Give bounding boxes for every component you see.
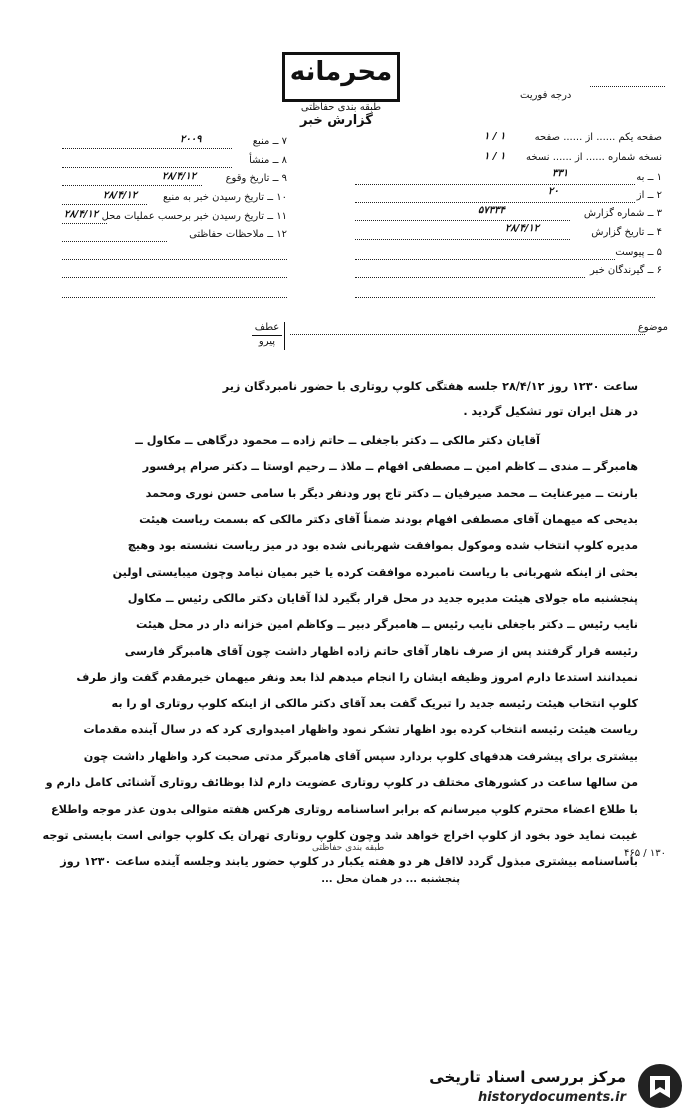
notes-line-3 xyxy=(62,277,287,278)
source-line xyxy=(62,148,232,149)
origin-line xyxy=(62,167,232,168)
recipients-label: ۶ ــ گیرندگان خبر xyxy=(590,265,662,276)
page-count-label: صفحه یکم ...... از ...... صفحه xyxy=(534,132,662,143)
ops-received-label: ۱۱ ــ تاریخ رسیدن خبر برحسب عملیات محل xyxy=(101,211,287,222)
from-line xyxy=(355,202,635,203)
classification-watermark: طبقه بندی حفاظتی xyxy=(312,843,385,853)
body-line: پنجشنبه ماه جولای هیئت مدیره جدید در محل قرار بگیرد لذا آقایان دکتر مالکی رئیس ــ مکاول xyxy=(127,592,638,605)
attachment-label: ۵ ــ پیوست xyxy=(615,247,662,258)
reference-value: پیرو xyxy=(252,335,282,347)
stamp-subtitle: طبقه بندی حفاظتی xyxy=(300,102,382,113)
body-line: بحثی از اینکه شهربانی با ریاست نامبرده موافقت کرده یا خیر بمیان نیامد وچون میبایستی اولین xyxy=(112,566,638,579)
body-line: ساعت ۱۲۳۰ روز ۲۸/۴/۱۲ جلسه هفتگی کلوپ روتاری با حضور نامبردگان زیر xyxy=(222,380,638,393)
body-line: در هتل ایران تور تشکیل گردید . xyxy=(463,405,638,418)
security-notes-line xyxy=(62,241,167,242)
occurrence-date-label: ۹ ــ تاریخ وقوع xyxy=(225,173,287,184)
source-received-value: ۲۸/۴/۱۲ xyxy=(103,190,138,201)
body-line: غیبت نماید خود بخود از کلوپ اخراج خواهد شد وچون کلوپ روتاری تهران یک کلوپ جوانی است بایستی توجه xyxy=(42,829,638,842)
reference-label: عطف xyxy=(254,322,280,333)
report-date-value: ۲۸/۴/۱۲ xyxy=(505,223,540,234)
body-line: نایب رئیس ــ دکتر باجغلی نایب رئیس ــ هامبرگر دبیر ــ وکاظم امین خزانه دار در محل هیئت xyxy=(136,618,638,631)
body-line: مدیره کلوپ انتخاب شده وموکول بموافقت شهربانی شده بود در میز ریاست نشسته بود وهیچ xyxy=(127,539,638,552)
occurrence-date-line xyxy=(62,185,202,186)
body-line: پنجشنبه ... در همان محل ... xyxy=(321,874,460,885)
occurrence-date-value: ۲۸/۴/۱۲ xyxy=(162,171,197,182)
origin-label: ۸ ــ منشأ xyxy=(249,155,287,166)
report-title: گزارش خبر xyxy=(300,113,373,128)
ops-received-value: ۲۸/۴/۱۲ xyxy=(64,209,99,220)
margin-archive-number: ۴۶۵ / ۱۳۰ xyxy=(624,848,666,859)
recipients-line xyxy=(355,277,585,278)
notes-line-2 xyxy=(62,259,287,260)
source-value: ۲۰۰۹ xyxy=(180,134,202,145)
report-number-label: ۳ ــ شماره گزارش xyxy=(583,208,662,219)
subject-line xyxy=(290,334,645,335)
body-line: بیشتری برای پیشرفت هدفهای کلوپ بردارد سپس آقای هامبرگر مدتی صحبت کرد واظهار داشت چون xyxy=(83,750,638,763)
security-notes-label: ۱۲ ــ ملاحظات حفاظتی xyxy=(189,229,287,240)
source-received-label: ۱۰ ــ تاریخ رسیدن خبر به منبع xyxy=(163,192,287,203)
notes-line-4 xyxy=(62,297,287,298)
from-label: ۲ ــ از xyxy=(636,190,662,201)
body-line: نمیدانند استدعا دارم امروز وظیفه ایشان را انجام میدهم لذا بعد ونفر میهمان خیرمقدم گفت واز طرف xyxy=(76,671,638,684)
reference-divider xyxy=(284,322,286,350)
body-line: هامبرگر ــ مندی ــ کاظم امین ــ مصطفی افهام ــ ملاذ ــ رحیم اوستا ــ دکتر صرام پرفسور xyxy=(142,460,638,473)
report-date-label: ۴ ــ تاریخ گزارش xyxy=(591,227,662,238)
copy-number-label: نسخه شماره ...... از ...... نسخه xyxy=(526,152,662,163)
urgency-label: درجه فوریت xyxy=(520,90,572,101)
body-line: رئیسه قرار گرفتند پس از صرف ناهار آقای حاتم زاده اظهار داشت چون آقای هامبرگر فارسی xyxy=(124,645,638,658)
attachment-line xyxy=(355,259,615,260)
page-count-value: ۱ / ۱ xyxy=(484,131,506,142)
reference-box xyxy=(252,322,282,347)
body-line: آقایان دکتر مالکی ــ دکتر باجغلی ــ حاتم زاده ــ محمود درگاهی ــ مکاول ــ xyxy=(135,434,540,447)
copy-number-value: ۱ / ۱ xyxy=(484,151,506,162)
to-line xyxy=(355,184,635,185)
report-number-value: ۵۷۳۳۴ xyxy=(478,205,505,216)
ops-received-line xyxy=(62,223,107,224)
to-label: ۱ ــ به xyxy=(636,172,662,183)
from-value: ۲۰ xyxy=(548,186,559,197)
body-line: بارنت ــ میرعنایت ــ محمد صیرفیان ــ دکتر تاج پور ودنفر دیگر با سامی حسن نوری ومحمد xyxy=(145,487,638,500)
body-line: کلوپ انتخاب هیئت رئیسه جدید را تبریک گفت بعد آقای دکتر مالکی از اینکه کلوپ روتاری او را به xyxy=(111,697,638,710)
report-date-line xyxy=(355,239,570,240)
body-line: باساسنامه بیشتری مبذول گردد لااقل هر دو هفته یکبار در کلوپ حضور یابند وجلسه آینده ساعت ۱۲۳۰ روز xyxy=(60,855,638,868)
stamp-text: محرمانه xyxy=(289,57,393,87)
body-line: با طلاع اعضاء محترم کلوپ میرسانم که برابر اساسنامه روتاری هرکس هفته متوالی بدون عذر موجه واطلاع xyxy=(51,803,638,816)
urgency-line xyxy=(590,86,665,87)
archive-footer xyxy=(414,1054,694,1114)
body-line: ریاست هیئت رئیسه انتخاب کرده بود اظهار تشکر نمود واظهار امیدواری کرد که در سال آینده مقدمات xyxy=(83,723,638,736)
to-value: ۳۳۱ xyxy=(552,168,569,179)
archive-name: مرکز بررسی اسناد تاریخی xyxy=(429,1068,626,1086)
recipients-line-2 xyxy=(355,297,655,298)
body-line: بدیحی که میهمان آقای مصطفی افهام بودند ضمناً آقای دکتر مالکی که بسمت ریاست هیئت xyxy=(139,513,638,526)
confidential-stamp xyxy=(282,52,400,113)
subject-label: موضوع xyxy=(637,322,668,333)
report-number-line xyxy=(355,220,570,221)
archive-logo-icon xyxy=(636,1062,684,1110)
source-label: ۷ ــ منبع xyxy=(252,136,287,147)
source-received-line xyxy=(62,204,147,205)
archive-url: historydocuments.ir xyxy=(477,1090,626,1105)
body-line: من سالها ساعت در کشورهای مختلف در کلوپ روتاری عضویت دارم لذا بوظائف روتاری آشنائی کامل دارم و xyxy=(45,776,638,789)
